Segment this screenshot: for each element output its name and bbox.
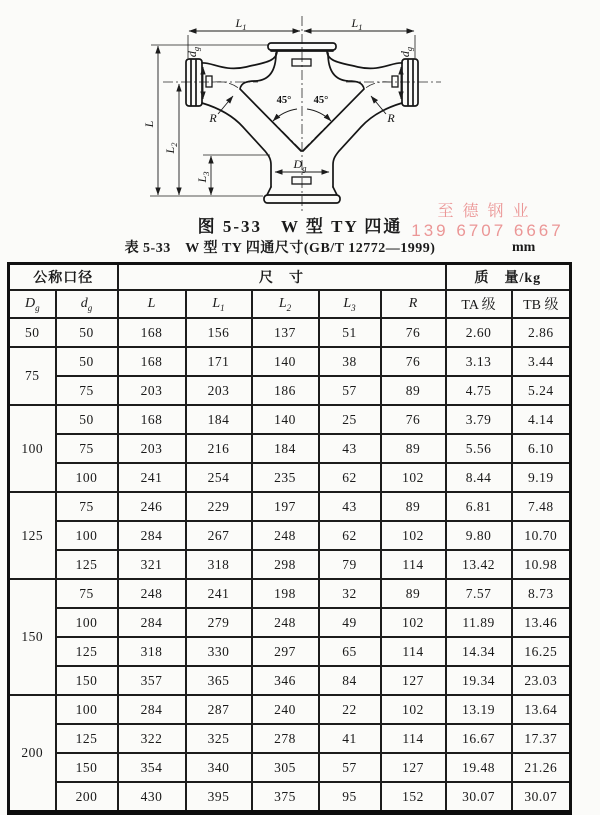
table-cell: 57: [319, 753, 381, 782]
cell-Dg-group: 75: [9, 347, 56, 405]
table-cell: 284: [118, 608, 186, 637]
cell-Dg-group: 200: [9, 695, 56, 813]
watermark-company: 至德钢业: [437, 203, 538, 220]
table-cell: 216: [186, 434, 252, 463]
table-cell: 321: [118, 550, 186, 579]
table-cell: 11.89: [446, 608, 512, 637]
header-TA: TA 级: [446, 290, 512, 318]
table-cell: 248: [118, 579, 186, 608]
table-row: [9, 637, 571, 666]
table-cell: 140: [252, 347, 319, 376]
table-cell: 102: [381, 463, 446, 492]
table-cell: 375: [252, 782, 319, 813]
table-cell: 340: [186, 753, 252, 782]
table-cell: 89: [381, 434, 446, 463]
dim-label-L2: $L_2$: [163, 142, 179, 154]
table-cell: 13.19: [446, 695, 512, 724]
table-cell: 95: [319, 782, 381, 813]
table-body: [9, 318, 571, 813]
table-cell: 284: [118, 521, 186, 550]
table-cell: 3.44: [512, 347, 571, 376]
header-R: R: [381, 290, 446, 318]
table-cell: 278: [252, 724, 319, 753]
table-row: [9, 579, 571, 608]
table-cell: 13.64: [512, 695, 571, 724]
figure-caption: 图 5-33 W 型 TY 四通: [197, 217, 403, 236]
table-cell: 184: [252, 434, 319, 463]
table-cell: 4.14: [512, 405, 571, 434]
table-cell: 5.24: [512, 376, 571, 405]
header-row-groups: [9, 264, 571, 291]
table-cell: 246: [118, 492, 186, 521]
table-cell: 365: [186, 666, 252, 695]
table-cell: 43: [319, 492, 381, 521]
table-row: [9, 376, 571, 405]
table-cell: 186: [252, 376, 319, 405]
table-cell: 57: [319, 376, 381, 405]
table-cell: 89: [381, 492, 446, 521]
table-cell: 140: [252, 405, 319, 434]
table-cell: 75: [56, 579, 118, 608]
table-cell: 79: [319, 550, 381, 579]
table-cell: 168: [118, 318, 186, 347]
table-cell: 318: [118, 637, 186, 666]
table-cell: 125: [56, 550, 118, 579]
table-cell: 357: [118, 666, 186, 695]
table-cell: 6.10: [512, 434, 571, 463]
dim-label-dg-left: $d_g$: [185, 46, 201, 58]
table-cell: 203: [118, 434, 186, 463]
table-row: [9, 521, 571, 550]
table-cell: 248: [252, 521, 319, 550]
table-cell: 297: [252, 637, 319, 666]
table-cell: 41: [319, 724, 381, 753]
table-cell: 100: [56, 695, 118, 724]
table-cell: 50: [56, 347, 118, 376]
table-cell: 19.48: [446, 753, 512, 782]
table-cell: 38: [319, 347, 381, 376]
table-cell: 203: [118, 376, 186, 405]
table-caption: 表 5-33 W 型 TY 四通尺寸(GB/T 12772—1999): [124, 241, 436, 256]
table-row: [9, 782, 571, 813]
cell-Dg-group: 150: [9, 579, 56, 695]
table-cell: 100: [56, 521, 118, 550]
angle-label-left: 45°: [276, 95, 292, 106]
table-cell: 76: [381, 318, 446, 347]
table-cell: 184: [186, 405, 252, 434]
table-cell: 9.19: [512, 463, 571, 492]
table-cell: 241: [118, 463, 186, 492]
table-cell: 267: [186, 521, 252, 550]
header-L1: $L_1$: [186, 290, 252, 318]
cell-Dg-group: 125: [9, 492, 56, 579]
table-cell: 16.67: [446, 724, 512, 753]
table-cell: 114: [381, 550, 446, 579]
table-cell: 89: [381, 579, 446, 608]
table-cell: 150: [56, 753, 118, 782]
table-cell: 125: [56, 724, 118, 753]
header-Dg: $D_g$: [9, 290, 56, 318]
table-row: [9, 463, 571, 492]
table-cell: 354: [118, 753, 186, 782]
table-cell: 330: [186, 637, 252, 666]
dim-label-R-right: R: [387, 111, 395, 125]
table-cell: 322: [118, 724, 186, 753]
dimension-table: [7, 262, 572, 815]
dim-label-dg-right: $d_g$: [398, 46, 414, 58]
table-cell: 76: [381, 405, 446, 434]
table-cell: 102: [381, 695, 446, 724]
table-cell: 32: [319, 579, 381, 608]
table-cell: 395: [186, 782, 252, 813]
table-cell: 325: [186, 724, 252, 753]
table-cell: 89: [381, 376, 446, 405]
table-cell: 14.34: [446, 637, 512, 666]
table-row: [9, 492, 571, 521]
table-cell: 16.25: [512, 637, 571, 666]
watermark-phone: 139 6707 6667: [411, 221, 564, 241]
table-cell: 22: [319, 695, 381, 724]
table-cell: 75: [56, 492, 118, 521]
table-cell: 305: [252, 753, 319, 782]
angle-label-right: 45°: [313, 95, 329, 106]
table-cell: 51: [319, 318, 381, 347]
table-cell: 84: [319, 666, 381, 695]
table-cell: 21.26: [512, 753, 571, 782]
table-cell: 114: [381, 724, 446, 753]
table-cell: 50: [56, 318, 118, 347]
table-row: [9, 347, 571, 376]
table-cell: 10.70: [512, 521, 571, 550]
table-cell: 25: [319, 405, 381, 434]
table-cell: 13.46: [512, 608, 571, 637]
dim-label-R-left: R: [209, 111, 217, 125]
table-row: [9, 318, 571, 347]
table-cell: 127: [381, 753, 446, 782]
table-cell: 125: [56, 637, 118, 666]
dim-label-L1-right: $L_1$: [351, 16, 363, 32]
table-row: [9, 753, 571, 782]
table-cell: 284: [118, 695, 186, 724]
table-cell: 7.57: [446, 579, 512, 608]
table-cell: 229: [186, 492, 252, 521]
table-cell: 168: [118, 347, 186, 376]
table-cell: 168: [118, 405, 186, 434]
table-cell: 75: [56, 434, 118, 463]
header-nominal-diameter: 公称口径: [9, 264, 118, 291]
table-cell: 5.56: [446, 434, 512, 463]
table-cell: 10.98: [512, 550, 571, 579]
table-cell: 114: [381, 637, 446, 666]
table-cell: 30.07: [512, 782, 571, 813]
table-cell: 9.80: [446, 521, 512, 550]
header-mass: 质 量/kg: [446, 264, 571, 291]
table-cell: 100: [56, 608, 118, 637]
table-cell: 19.34: [446, 666, 512, 695]
header-dimensions: 尺 寸: [118, 264, 446, 291]
table-cell: 235: [252, 463, 319, 492]
table-row: [9, 550, 571, 579]
table-row: [9, 666, 571, 695]
table-cell: 150: [56, 666, 118, 695]
table-cell: 346: [252, 666, 319, 695]
table-cell: 49: [319, 608, 381, 637]
table-cell: 3.79: [446, 405, 512, 434]
table-row: [9, 695, 571, 724]
table-cell: 287: [186, 695, 252, 724]
table-cell: 100: [56, 463, 118, 492]
table-cell: 318: [186, 550, 252, 579]
table-cell: 200: [56, 782, 118, 813]
header-L: L: [118, 290, 186, 318]
header-L3: $L_3$: [319, 290, 381, 318]
table-cell: 4.75: [446, 376, 512, 405]
table-cell: 102: [381, 608, 446, 637]
unit-label: mm: [512, 240, 536, 255]
header-TB: TB 级: [512, 290, 571, 318]
table-row: [9, 405, 571, 434]
table-cell: 43: [319, 434, 381, 463]
table-row: [9, 724, 571, 753]
header-L2: $L_2$: [252, 290, 319, 318]
table-cell: 8.73: [512, 579, 571, 608]
table-cell: 248: [252, 608, 319, 637]
table-cell: 171: [186, 347, 252, 376]
table-cell: 152: [381, 782, 446, 813]
table-cell: 50: [56, 405, 118, 434]
table-row: [9, 434, 571, 463]
table-cell: 240: [252, 695, 319, 724]
table-cell: 241: [186, 579, 252, 608]
table-cell: 23.03: [512, 666, 571, 695]
table-cell: 17.37: [512, 724, 571, 753]
table-cell: 430: [118, 782, 186, 813]
table-cell: 102: [381, 521, 446, 550]
table-row: [9, 608, 571, 637]
table-cell: 2.86: [512, 318, 571, 347]
header-dg: $d_g$: [56, 290, 118, 318]
dim-label-L1-left: $L_1$: [235, 16, 247, 32]
dim-label-L: L: [142, 120, 156, 128]
table-cell: 156: [186, 318, 252, 347]
dimension-labels: [142, 16, 414, 183]
cell-Dg-group: 50: [9, 318, 56, 347]
table-cell: 13.42: [446, 550, 512, 579]
table-cell: 65: [319, 637, 381, 666]
table-cell: 62: [319, 521, 381, 550]
table-cell: 75: [56, 376, 118, 405]
table-cell: 8.44: [446, 463, 512, 492]
table-cell: 127: [381, 666, 446, 695]
table-cell: 2.60: [446, 318, 512, 347]
cell-Dg-group: 100: [9, 405, 56, 492]
table-cell: 76: [381, 347, 446, 376]
table-cell: 3.13: [446, 347, 512, 376]
table-cell: 203: [186, 376, 252, 405]
dim-label-Dg: $D_g$: [293, 157, 307, 173]
table-cell: 254: [186, 463, 252, 492]
table-cell: 137: [252, 318, 319, 347]
table-cell: 6.81: [446, 492, 512, 521]
table-cell: 62: [319, 463, 381, 492]
table-cell: 279: [186, 608, 252, 637]
table-cell: 198: [252, 579, 319, 608]
table-cell: 7.48: [512, 492, 571, 521]
header-row-columns: [9, 290, 571, 318]
table-cell: 197: [252, 492, 319, 521]
table-cell: 298: [252, 550, 319, 579]
dim-label-L3: $L_3$: [195, 171, 211, 183]
table-cell: 30.07: [446, 782, 512, 813]
